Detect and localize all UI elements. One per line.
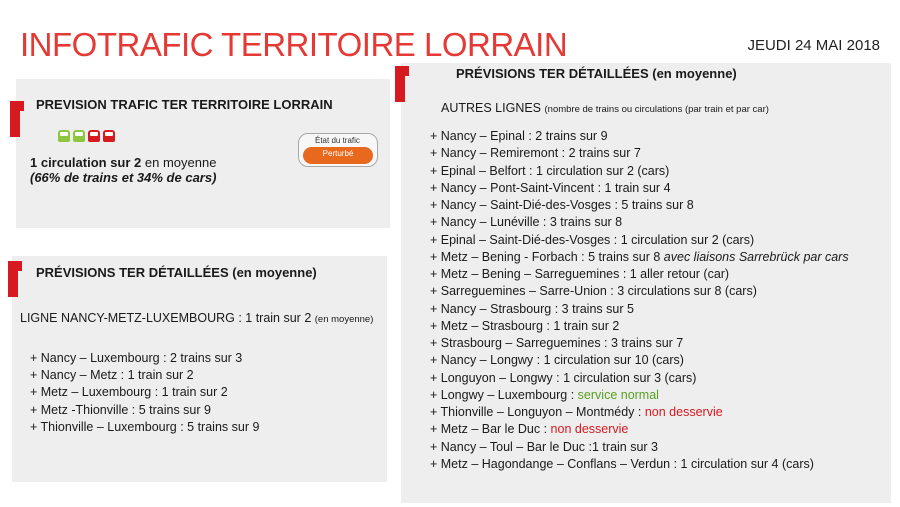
list-item-text: + Metz – Bening - Forbach : 5 trains sur 8 xyxy=(430,249,664,264)
list-item: + Nancy – Strasbourg : 3 trains sur 5 xyxy=(430,301,634,316)
list-item: + Metz – Bening – Sarreguemines : 1 aller retour (car) xyxy=(430,267,730,281)
traffic-status-value: Perturbé xyxy=(322,149,354,158)
autres-lignes-title xyxy=(441,101,769,115)
list-item xyxy=(430,421,849,438)
autres-title-note: (nombre de trains ou circulations (par train et par car) xyxy=(544,104,769,115)
traffic-status-label: État du trafic xyxy=(315,136,360,145)
list-item: + Nancy – Lunéville : 3 trains sur 8 xyxy=(430,215,623,230)
detail-autres-heading-main: PRÉVISIONS TER DÉTAILLÉES xyxy=(456,66,649,81)
detail-nml-heading xyxy=(36,265,317,280)
traffic-status-pill xyxy=(303,147,373,164)
train-icons xyxy=(58,130,115,142)
detail-nml-list xyxy=(30,350,259,436)
red-flag-marker xyxy=(395,66,405,102)
list-item xyxy=(430,249,849,266)
list-item: + Metz – Hagondange – Conflans – Verdun : 1 circulation sur 4 (cars) xyxy=(430,456,814,471)
list-item: + Strasbourg – Sarreguemines : 3 trains sur 7 xyxy=(430,336,684,350)
list-item: + Thionville – Luxembourg : 5 trains sur 9 xyxy=(30,419,260,434)
list-item: + Nancy – Remiremont : 2 trains sur 7 xyxy=(430,146,641,161)
summary-ratio: (66% de trains et 34% de cars) xyxy=(30,170,217,185)
list-item: + Epinal – Saint-Dié-des-Vosges : 1 circulation sur 2 (cars) xyxy=(430,232,755,247)
forbach-note: avec liaisons Sarrebrück par cars xyxy=(663,249,849,264)
list-item xyxy=(430,404,849,421)
page-date: JEUDI 24 MAI 2018 xyxy=(747,37,880,54)
list-item: + Nancy – Pont-Saint-Vincent : 1 train sur 4 xyxy=(430,180,671,195)
montmedy-status: non desservie xyxy=(644,405,723,419)
summary-heading: PREVISION TRAFIC TER TERRITOIRE LORRAIN xyxy=(36,97,333,112)
detail-nml-heading-main: PRÉVISIONS TER DÉTAILLÉES xyxy=(36,265,229,280)
train-green-icon xyxy=(58,130,70,142)
list-item-text: + Longwy – Luxembourg : xyxy=(430,387,578,402)
list-item-text: + Thionville – Longuyon – Montmédy : xyxy=(430,405,645,419)
train-red-icon xyxy=(88,130,100,142)
list-item: + Longuyon – Longwy : 1 circulation sur 3 (cars) xyxy=(430,370,697,385)
line-note: (en moyenne) xyxy=(314,314,374,325)
summary-frequency xyxy=(30,155,216,170)
barleduc-status: non desservie xyxy=(550,422,629,437)
red-flag-marker xyxy=(10,101,20,137)
red-flag-tip xyxy=(20,101,24,111)
train-green-icon xyxy=(73,130,85,142)
autres-title: AUTRES LIGNES xyxy=(441,101,545,115)
train-red-icon xyxy=(103,130,115,142)
traffic-status-badge xyxy=(298,133,378,167)
list-item: + Nancy – Luxembourg : 2 trains sur 3 xyxy=(30,351,243,365)
summary-frequency-rest: en moyenne xyxy=(141,155,217,170)
red-flag-tip xyxy=(405,66,409,76)
longwy-status: service normal xyxy=(577,387,659,402)
detail-autres-heading xyxy=(456,66,737,81)
list-item xyxy=(430,387,849,404)
summary-frequency-bold: 1 circulation sur 2 xyxy=(30,155,142,170)
list-item: + Nancy – Metz : 1 train sur 2 xyxy=(30,368,194,383)
detail-autres-list xyxy=(430,128,849,473)
list-item: + Sarreguemines – Sarre-Union : 3 circulations sur 8 (cars) xyxy=(430,284,757,299)
list-item: + Epinal – Belfort : 1 circulation sur 2 (cars) xyxy=(430,163,670,178)
list-item: + Nancy – Longwy : 1 circulation sur 10 (cars) xyxy=(430,353,684,368)
list-item: + Nancy – Saint-Dié-des-Vosges : 5 trains sur 8 xyxy=(430,198,694,212)
red-flag-marker xyxy=(8,261,18,297)
list-item: + Nancy – Epinal : 2 trains sur 9 xyxy=(430,129,608,143)
line-name: LIGNE NANCY-METZ-LUXEMBOURG : xyxy=(20,311,246,325)
detail-nml-line-title xyxy=(20,311,373,325)
list-item: + Nancy – Toul – Bar le Duc :1 train sur 3 xyxy=(430,439,659,454)
list-item: + Metz -Thionville : 5 trains sur 9 xyxy=(30,402,211,417)
list-item: + Metz – Luxembourg : 1 train sur 2 xyxy=(30,385,228,400)
list-item-text: + Metz – Bar le Duc : xyxy=(430,422,551,437)
detail-autres-heading-sub: (en moyenne) xyxy=(648,66,737,81)
line-value: 1 train sur 2 xyxy=(245,311,315,325)
detail-nml-heading-sub: (en moyenne) xyxy=(228,265,317,280)
list-item: + Metz – Strasbourg : 1 train sur 2 xyxy=(430,318,620,333)
page-title: INFOTRAFIC TERRITOIRE LORRAIN xyxy=(20,26,568,63)
red-flag-tip xyxy=(18,261,22,271)
